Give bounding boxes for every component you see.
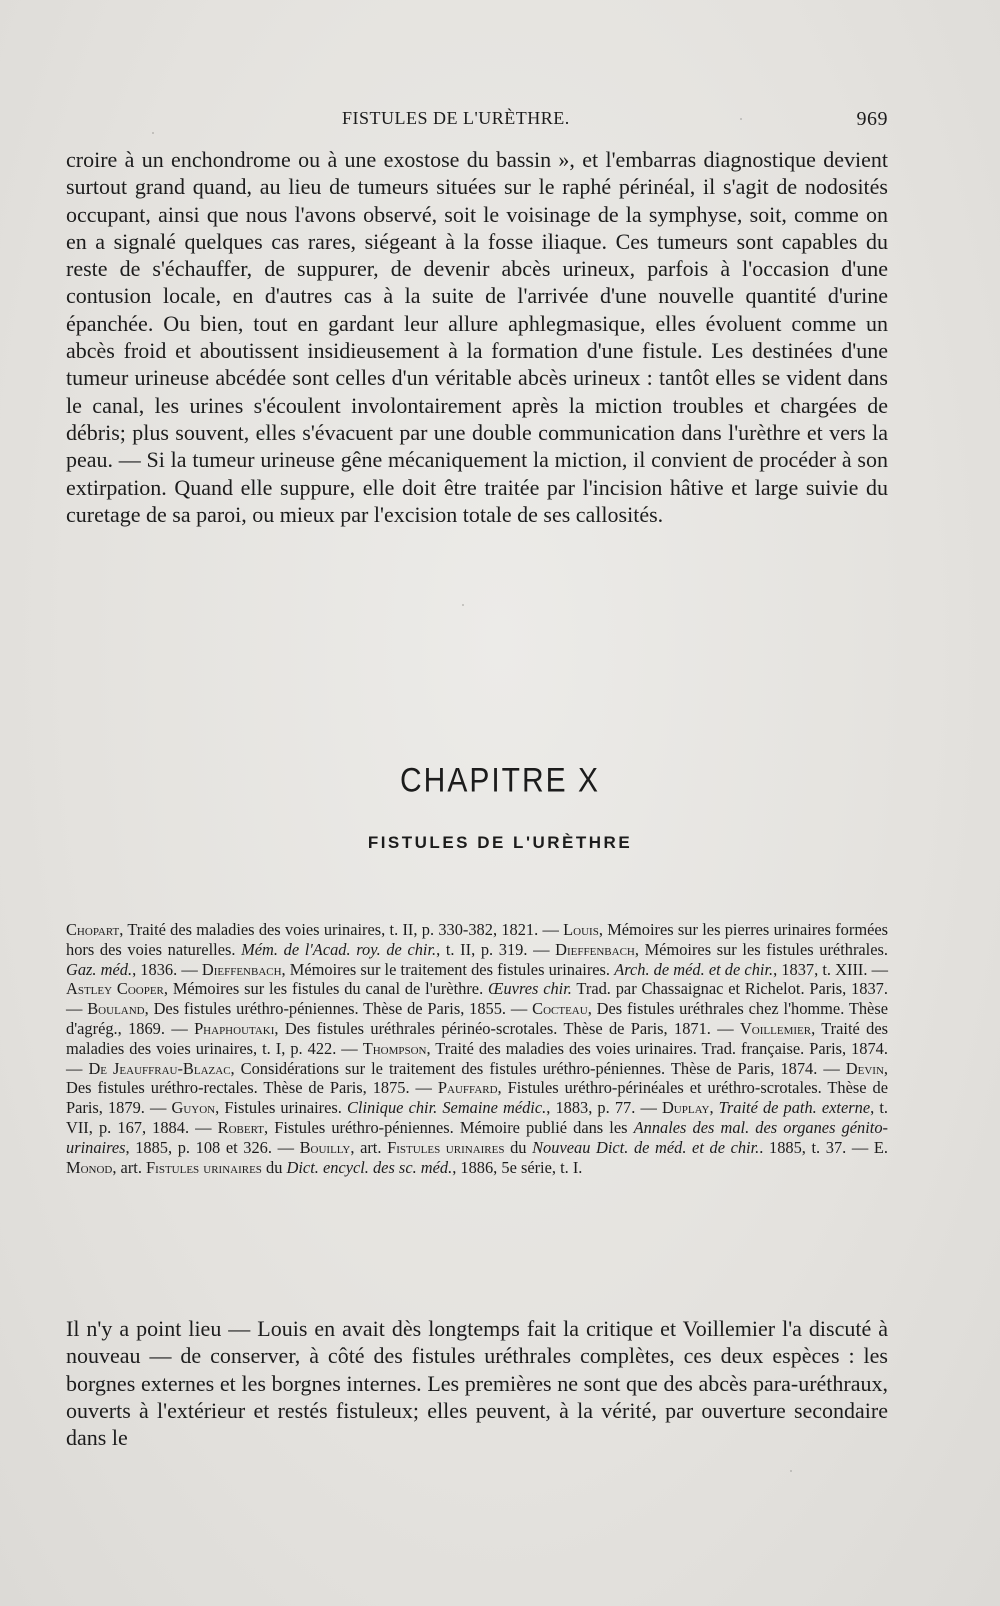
paper-speck: [152, 132, 154, 134]
bibliography-author: Astley Cooper: [66, 979, 164, 999]
bibliography-title: Arch. de méd. et de chir.: [614, 959, 774, 979]
bibliography-author: Robert: [217, 1117, 264, 1137]
bibliography-title: Nouveau Dict. de méd. et de chir.: [532, 1137, 760, 1157]
bibliography-author: Louis: [563, 920, 599, 939]
bibliography-title: Œuvres chir.: [488, 979, 572, 999]
bibliography-author: Thompson: [362, 1038, 427, 1058]
bibliography-text: , Fistules uréthro-péniennes. Mémoire publié dans les: [264, 1117, 634, 1137]
bibliography-author: Monod: [66, 1157, 113, 1177]
bibliography-text: , art.: [350, 1137, 388, 1157]
bibliography: [66, 920, 888, 1177]
bibliography-text: , Fistules urinaires.: [215, 1098, 347, 1118]
bottom-text-block: [66, 1315, 888, 1451]
bibliography-paragraph: [66, 920, 888, 1177]
bibliography-text: , Mémoires sur les pierres urinaires formées hors des voies naturelles.: [66, 920, 888, 959]
bibliography-text: Trad. par Chassaignac et Richelot. Paris, 1837. —: [66, 979, 888, 1019]
bibliography-text: , t. II, p. 319. —: [436, 939, 556, 959]
body-paragraph: Il n'y a point lieu — Louis en avait dès longtemps fait la critique et Voillemier l'a discuté à nouveau — de conserver, à côté des fistules uréthrales complètes, ces deux espèces : les borgnes externes et les borgnes internes. Les premières ne sont que des abcès para-uréthraux, ouverts à l'extérieur et restés fistuleux; elles peuvent, à la vérité, par ouverture secondaire dans le: [66, 1316, 888, 1451]
bibliography-author: Fistules urinaires: [387, 1137, 505, 1157]
bibliography-author: Duplay: [661, 1098, 710, 1118]
bibliography-text: , 1886, 5e série, t. I.: [452, 1157, 583, 1177]
bibliography-title: Dict. encycl. des sc. méd.: [286, 1157, 453, 1177]
bibliography-text: , Traité des maladies des voies urinaires, t. I, p. 422. —: [66, 1018, 888, 1058]
bibliography-author: Phaphoutaki: [194, 1018, 275, 1038]
bibliography-author: Voillemier: [739, 1018, 812, 1038]
bibliography-text: , 1883, p. 77. —: [546, 1098, 662, 1118]
bibliography-author: Bouland: [87, 999, 145, 1019]
top-text-block: [66, 146, 888, 528]
bibliography-text: . 1885, t. 37. — E.: [759, 1137, 888, 1157]
bibliography-text: , Des fistules uréthrales chez l'homme. Thèse d'agrég., 1869. —: [66, 999, 888, 1038]
bibliography-author: Dieffenbach: [555, 939, 635, 959]
bibliography-text: , Des fistules uréthrales périnéo-scrotales. Thèse de Paris, 1871. —: [274, 1018, 740, 1038]
bibliography-title: Clinique chir. Semaine médic.: [347, 1098, 547, 1118]
bibliography-text: du: [504, 1137, 533, 1157]
bibliography-text: , 1836. —: [132, 959, 202, 979]
bibliography-text: , 1837, t. XIII. —: [773, 959, 889, 979]
bibliography-text: , 1885, p. 108 et 326. —: [125, 1137, 300, 1157]
bibliography-text: , Fistules uréthro-périnéales et uréthro-scrotales. Thèse de Paris, 1879. —: [66, 1078, 888, 1118]
bibliography-text: , t. VII, p. 167, 1884. —: [66, 1098, 888, 1137]
paper-speck: [790, 1470, 792, 1472]
bibliography-text: , Des fistules uréthro-péniennes. Thèse de Paris, 1855. —: [144, 999, 533, 1019]
page-header: [66, 108, 888, 136]
bibliography-title: Gaz. méd.: [66, 959, 133, 979]
body-paragraph: croire à un enchondrome ou à une exostose du bassin », et l'embarras diagnostique devient surtout grand quand, au lieu de tumeurs situées sur le raphé périnéal, il s'agit de nodosités occupant, ainsi que nous l'avons observé, soit le voisinage de la symphyse, soit, comme on en a signalé quelques cas rares, siégeant à la fosse iliaque. Ces tumeurs sont capables du reste de s'échauffer, de suppurer, de devenir abcès urineux, parfois à l'occasion d'une contusion locale, en d'autres cas à la suite de l'arrivée d'une nouvelle quantité d'urine épanchée. Ou bien, tout en gardant leur allure aphlegmasique, elles évoluent comme un abcès froid et aboutissent insidieusement à la formation d'une fistule. Les destinées d'une tumeur urineuse abcédée sont celles d'un véritable abcès urineux : tantôt elles se vident dans le canal, les urines s'écoulent involontairement après la miction troubles et chargées de débris; plus souvent, elles s'évacuent par une double communication dans l'urèthre et vers la peau. — Si la tumeur urineuse gêne mécaniquement la miction, il convient de procéder à son extirpation. Quand elle suppure, elle doit être traitée par l'incision hâtive et large suivie du curetage de sa paroi, ou mieux par l'excision totale de ses callosités.: [66, 147, 888, 527]
page-number: 969: [856, 108, 888, 130]
bibliography-title: Annales des mal. des organes génito-urinaires: [66, 1117, 889, 1157]
bibliography-text: , Mémoires sur le traitement des fistules urinaires.: [281, 959, 615, 979]
bibliography-text: du: [261, 1157, 287, 1177]
bibliography-text: , Mémoires sur les fistules du canal de l'urèthre.: [163, 979, 488, 999]
bibliography-author: De Jeauffrau-Blazac: [88, 1058, 231, 1078]
running-title: FISTULES DE L'URÈTHRE.: [342, 108, 570, 128]
bibliography-title: Mém. de l'Acad. roy. de chir.: [241, 939, 437, 959]
bibliography-text: , Considérations sur le traitement des fistules uréthro-péniennes. Thèse de Paris, 1874. —: [230, 1058, 846, 1078]
bibliography-author: Bouilly: [299, 1137, 351, 1157]
bibliography-author: Pauffard: [437, 1078, 498, 1098]
bibliography-text: , Traité des maladies des voies urinaires, t. II, p. 330-382, 1821. —: [119, 920, 564, 939]
bibliography-author: Chopart: [66, 920, 120, 939]
paper-speck: [462, 604, 464, 606]
bibliography-author: Devin: [845, 1058, 884, 1078]
chapter-title: CHAPITRE X: [399, 761, 601, 800]
bibliography-title: Traité de path. externe: [718, 1098, 871, 1118]
bibliography-text: , art.: [112, 1157, 147, 1177]
bibliography-author: Dieffenbach: [201, 959, 282, 979]
paper-speck: [740, 118, 742, 120]
bibliography-text: , Mémoires sur les fistules uréthrales.: [634, 939, 888, 959]
bibliography-text: ,: [709, 1098, 719, 1118]
chapter-subtitle: FISTULES DE L'URÈTHRE: [367, 833, 633, 852]
bibliography-author: Guyon: [171, 1098, 216, 1118]
bibliography-author: Cocteau: [532, 999, 588, 1019]
bibliography-text: , Traité des maladies des voies urinaires. Trad. française. Paris, 1874. —: [66, 1038, 888, 1078]
bibliography-author: Fistules urinaires: [146, 1157, 262, 1177]
bibliography-text: , Des fistules uréthro-rectales. Thèse de Paris, 1875. —: [66, 1058, 888, 1098]
